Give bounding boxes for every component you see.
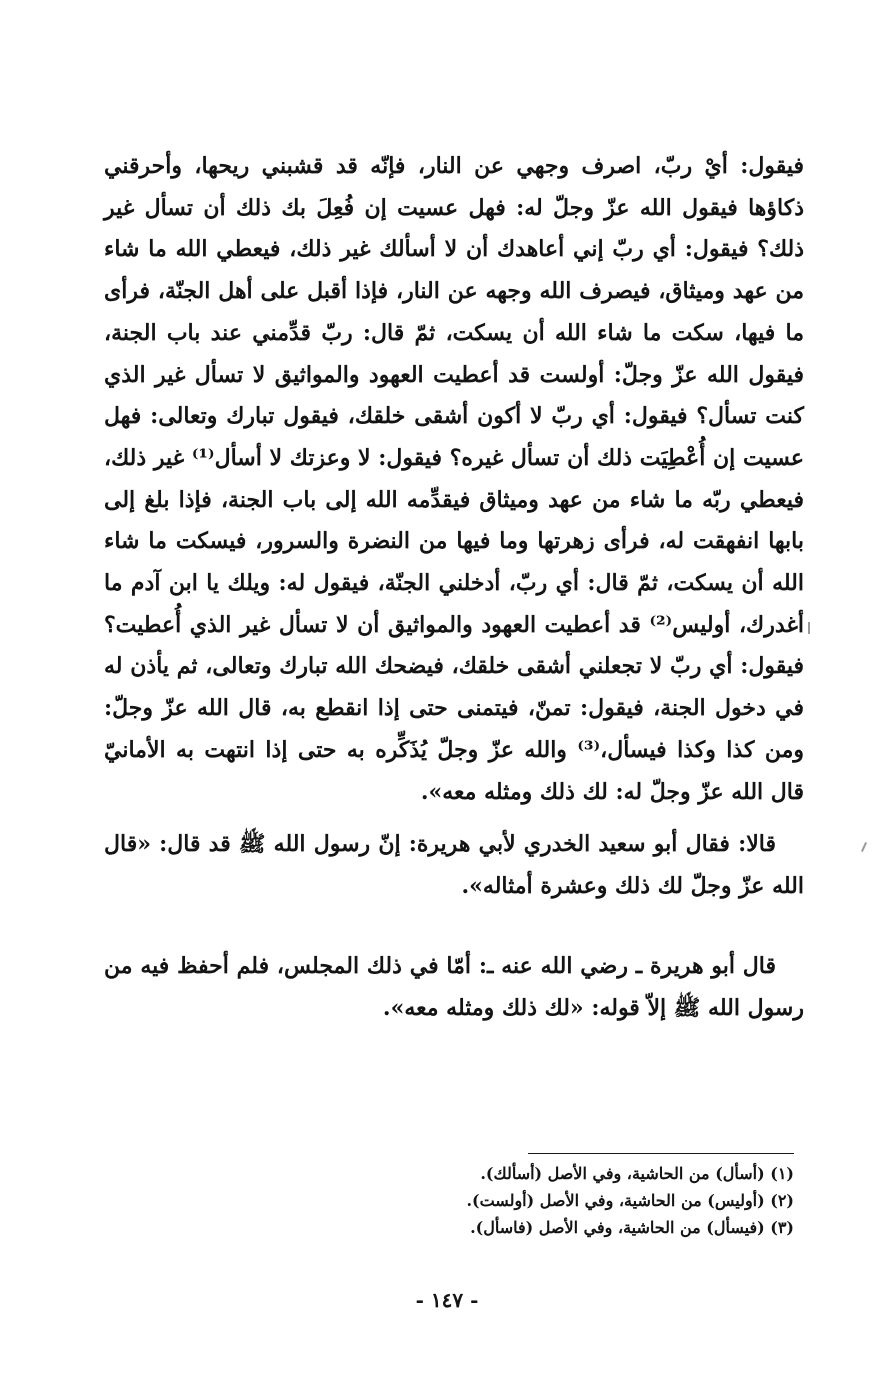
margin-mark — [861, 842, 867, 852]
page-number: - ١٤٧ - — [415, 1288, 479, 1312]
margin-mark — [808, 622, 810, 634]
quote-paragraph-1: قالا: فقال أبو سعيد الخدري لأبي هريرة: إنّ رسول الله ﷺ قد قال: «قال الله عزّ وجلّ لك ذلك وعشرة أمثاله». — [104, 831, 804, 899]
footnote-3: (٣) (فيسأل) من الحاشية، وفي الأصل (فاسأل). — [470, 1218, 794, 1237]
footnote-separator — [528, 1153, 794, 1154]
footnote-1: (١) (أسأل) من الحاشية، وفي الأصل (أسألك). — [480, 1164, 794, 1183]
footnote-2: (٢) (أوليس) من الحاشية، وفي الأصل (أولست). — [466, 1191, 794, 1210]
footnotes — [420, 1160, 794, 1241]
quote-paragraph-2: قال أبو هريرة ـ رضي الله عنه ـ: أمّا في ذلك المجلس، فلم أحفظ فيه من رسول الله ﷺ إلاّ قوله: «لك ذلك ومثله معه». — [104, 953, 804, 1021]
main-paragraph: فيقول: أيْ ربّ، اصرف وجهي عن النار، فإنّه قد قشبني ريحها، وأحرقني ذكاؤها فيقول الله عزّ وجلّ له: فهل عسيت إن فُعِلَ بك ذلك أن تسأل غير ذلك؟ فيقول: أي ربّ إني أعاهدك أن لا أسألك غير ذلك، فيعطي الله ما شاء من عهد وميثاق، فيصرف الله وجهه عن النار، فإذا أقبل على أهل الجنّة، فرأى ما فيها، سكت ما شاء الله أن يسكت، ثمّ قال: ربّ قدِّمني عند باب الجنة، فيقول الله عزّ وجلّ: أولست قد أعطيت العهود والمواثيق لا تسأل غير الذي كنت تسأل؟ فيقول: أي ربّ لا أكون أشقى خلقك، فيقول تبارك وتعالى: فهل عسيت إن أُعْطِيَت ذلك أن تسأل غيره؟ فيقول: لا وعزتك لا أسأل⁽¹⁾ غير ذلك، فيعطي ربّه ما شاء من عهد وميثاق فيقدِّمه الله إلى باب الجنة، فإذا بلغ إلى بابها انفهقت له، فرأى زهرتها وما فيها من النضرة والسرور، فيسكت ما شاء الله أن يسكت، ثمّ قال: أي ربّ، أدخلني الجنّة، فيقول له: ويلك يا ابن آدم ما أغدرك، أوليس⁽²⁾ قد أعطيت العهود والمواثيق أن لا تسأل غير الذي أُعطيت؟ فيقول: أي ربّ لا تجعلني أشقى خلقك، فيضحك الله تبارك وتعالى، ثم يأذن له في دخول الجنة، فيقول: تمنّ، فيتمنى حتى إذا انقطع به، قال الله عزّ وجلّ: ومن كذا وكذا فيسأل،⁽³⁾ والله عزّ وجلّ يُذَكِّره به حتى إذا انتهت به الأمانيّ قال الله عزّ وجلّ له: لك ذلك ومثله معه». — [104, 153, 804, 805]
